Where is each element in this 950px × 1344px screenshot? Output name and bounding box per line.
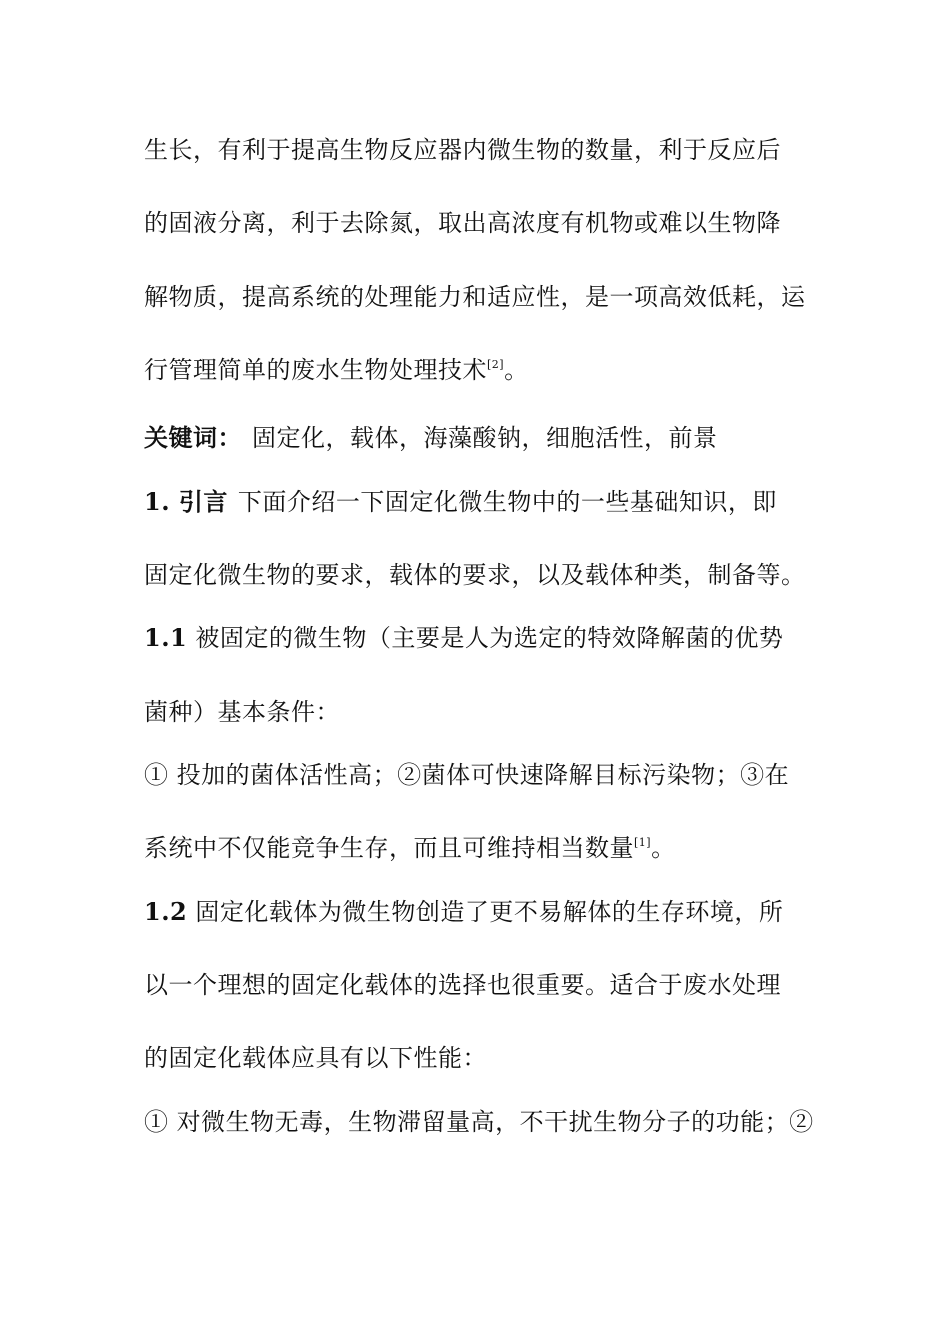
- section-1-1-line: [144, 622, 814, 654]
- paragraph-line-15: [144, 1106, 814, 1138]
- paragraph-line-13: [144, 969, 814, 1001]
- line-text: 固定化微生物的要求，载体的要求，以及载体种类，制备等。: [144, 561, 806, 589]
- line-text: 行管理简单的废水生物处理技术: [144, 356, 487, 384]
- paragraph-line-1: [144, 134, 814, 166]
- paragraph-line-10: [144, 759, 814, 791]
- line-text: 被固定的微生物（主要是人为选定的特效降解菌的优势: [195, 624, 784, 652]
- citation-ref: [2]: [487, 358, 505, 371]
- paragraph-line-14: [144, 1042, 814, 1074]
- paragraph-line-3: [144, 281, 814, 313]
- section-1-label: 1. 引言: [144, 487, 228, 516]
- citation-ref: [1]: [634, 836, 652, 849]
- line-text: 菌种）基本条件：: [144, 698, 340, 726]
- line-text: 下面介绍一下固定化微生物中的一些基础知识，即: [237, 488, 777, 516]
- line-text: ① 对微生物无毒，生物滞留量高，不干扰生物分子的功能；②: [144, 1108, 814, 1136]
- line-text: 的固定化载体应具有以下性能：: [144, 1044, 487, 1072]
- paragraph-line-11: [144, 832, 814, 864]
- section-1-1-label: 1.1: [144, 623, 188, 652]
- section-1-2-line: [144, 896, 814, 928]
- line-text: 的固液分离，利于去除氮，取出高浓度有机物或难以生物降: [144, 209, 781, 237]
- paragraph-line-2: [144, 207, 814, 239]
- paragraph-line-4: [144, 354, 814, 386]
- line-text: 生长，有利于提高生物反应器内微生物的数量，利于反应后: [144, 136, 781, 164]
- line-text: 。: [504, 356, 529, 384]
- line-text: 系统中不仅能竞争生存，而且可维持相当数量: [144, 834, 634, 862]
- line-text: ① 投加的菌体活性高；②菌体可快速降解目标污染物；③在: [144, 761, 790, 789]
- line-text: 固定化载体为微生物创造了更不易解体的生存环境，所: [195, 898, 784, 926]
- section-1-2-label: 1.2: [144, 897, 188, 926]
- line-text: 。: [651, 834, 676, 862]
- keywords-label: 关键词：: [144, 423, 242, 452]
- section-1-heading-line: [144, 486, 814, 518]
- paragraph-line-9: [144, 696, 814, 728]
- keywords-line: [144, 422, 814, 454]
- line-text: 以一个理想的固定化载体的选择也很重要。适合于废水处理: [144, 971, 781, 999]
- keywords-text: 固定化，载体，海藻酸钠，细胞活性，前景: [252, 424, 718, 452]
- paragraph-line-7: [144, 559, 814, 591]
- line-text: 解物质，提高系统的处理能力和适应性，是一项高效低耗，运: [144, 283, 806, 311]
